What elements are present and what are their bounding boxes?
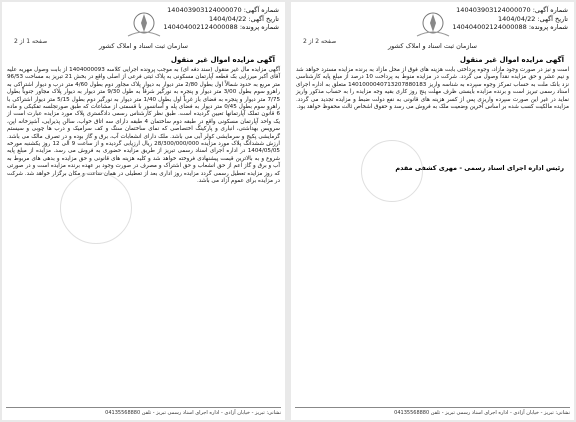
meta-line: شماره پرونده: 140404002124000088 [452,23,568,32]
meta-line: تاریخ آگهی: 1404/04/22 [497,14,568,23]
page-number: صفحه 2 از 2 [303,38,337,45]
coat-of-arms-icon [114,8,174,40]
coat-of-arms-icon [403,8,463,40]
page-footer: نشانی: تبریز - خیابان آزادی - اداره اجرای اسناد رسمی تبریز - تلفن 04135568880 [295,407,570,416]
notice-body: آگهی مزایده مال غیر منقول (سند دفه ای) به موجب پرونده اجرایی کلاسه 1404000093 از بابت وصول مهریه علیه آقای آکبر میرزایی بک قطعه آپارتمان مسکونی به پلاک ثبتی فرعی از اصلی واقع در بخش 21 تبریز به مساحت 96/53 متر مربع به حدود شمالاً اول بطول 2/80 متر دیوار به دیوار پلاک مجاور دوم بطول 4/60 متر درب و دیوار اشتراکی به راهرو سوم بطول 3/00 متر دیوار و پنجره به نورگیر شرقاً به طول 9/30 متر دیوار به دیوار پلاک مجاور جنوباً بطول 7/75 متر دیوار و پنجره به فضای باز غرباً اول بطول 1/40 متر دیوار به نورگیر دوم بطول 5/15 متر دیوار اشتراکی با راهرو سوم بطول 0/45 متر دیوار به فضای پله و آسانسور با قسمتی از مشاعات که طبق صورتجلسه تفکیکی و ماده 6 قانون تملک آپارتمانها تعیین گردیده است. طبق نظر کارشناس رسمی دادگستری پلاک مورد مزایده عبارت است از یک واحد آپارتمان مسکونی واقع در طبقه دوم ساختمان 4 طبقه دارای سه اتاق خواب، سالن پذیرایی، آشپزخانه اپن، سرویس بهداشتی، انباری و پارکینگ اختصاصی که نمای ساختمان سنگ و کف سرامیک و درب ها چوبی و سیستم گرمایشی پکیج و سرمایشی کولر آبی می باشد. ملک دارای انشعابات آب، برق و گاز بوده و در تصرف مالک می باشد. ارزش ششدانگ پلاک مورد مزایده 28/300/000/000 ریال ارزیابی گردیده و از ساعت 9 الی 12 روز یکشنبه مورخه 1404/05/05 در اداره اجرای اسناد رسمی تبریز از طریق مزایده حضوری به فروش می رسد. مزایده از مبلغ پایه شروع و به بالاترین قیمت پیشنهادی فروخته خواهد شد و کلیه هزینه های قانونی و حق مزایده و بدهی های مربوط به آب و برق و گاز اعم از حق انشعاب و حق اشتراک و مصرف در صورت وجود بر عهده برنده مزایده است و در صورتی که روز مزایده تعطیل رسمی گردد مزایده روز اداری بعد از تعطیلی در همان ساعت و مکان برگزار خواهد شد. شرکت در مزایده برای عموم آزاد می باشد. [7,67,281,185]
official-stamp [60,172,132,244]
page-footer: نشانی: تبریز - خیابان آزادی - اداره اجرای اسناد رسمی تبریز - تلفن 04135568880 [6,407,281,416]
meta-line: تاریخ آگهی: 1404/04/22 [208,14,279,23]
signature-line: رئیس اداره اجرای اسناد رسمی - مهری کشفی مقدم [395,164,564,172]
meta-line: شماره آگهی: 140403903124000070 [167,6,279,14]
organization-name: سازمان ثبت اسناد و املاک کشور [99,42,188,50]
notice-body: است و نیز در صورت وجود مازاد، وجوه پرداختی بابت هزینه های فوق از محل مازاد به برنده مزایده مسترد خواهد شد و نیم عشر و حق مزایده نقداً وصول می گردد. شرکت در مزایده منوط به پرداخت 10 درصد از مبلغ پایه کارشناسی نزد بانک ملت به حساب تمرکز وجوه سپرده به شناسه واریز 1401000040713207880183 متعلق به اداره اجرای اسناد رسمی تبریز است و برنده مزایده بایستی ظرف مهلت پنج روز کاری بقیه وجه مزایده را به حساب مذکور واریز نماید در غیر این صورت سپرده واریزی پس از کسر هزینه های قانونی به نفع دولت ضبط و مزایده تجدید می گردد. مزایده مالکیت کسب شده بر اساس آخرین وضعیت ملک به فروش می رسد و حقوق اشخاص ثالث محفوظ خواهد بود. [296,67,569,111]
page-2-meta [452,6,568,32]
notice-title: آگهی مزایده اموال غیر منقول [459,56,564,64]
meta-line: شماره پرونده: 140404002124000088 [163,23,279,32]
notice-title: آگهی مزایده اموال غیر منقول [170,56,275,64]
page-number: صفحه 1 از 2 [14,38,48,45]
meta-line: شماره آگهی: 140403903124000070 [456,6,568,14]
official-stamp [361,140,423,202]
organization-name: سازمان ثبت اسناد و املاک کشور [388,42,477,50]
page-2 [291,2,574,420]
page-1-meta [163,6,279,32]
page-1 [2,2,285,420]
